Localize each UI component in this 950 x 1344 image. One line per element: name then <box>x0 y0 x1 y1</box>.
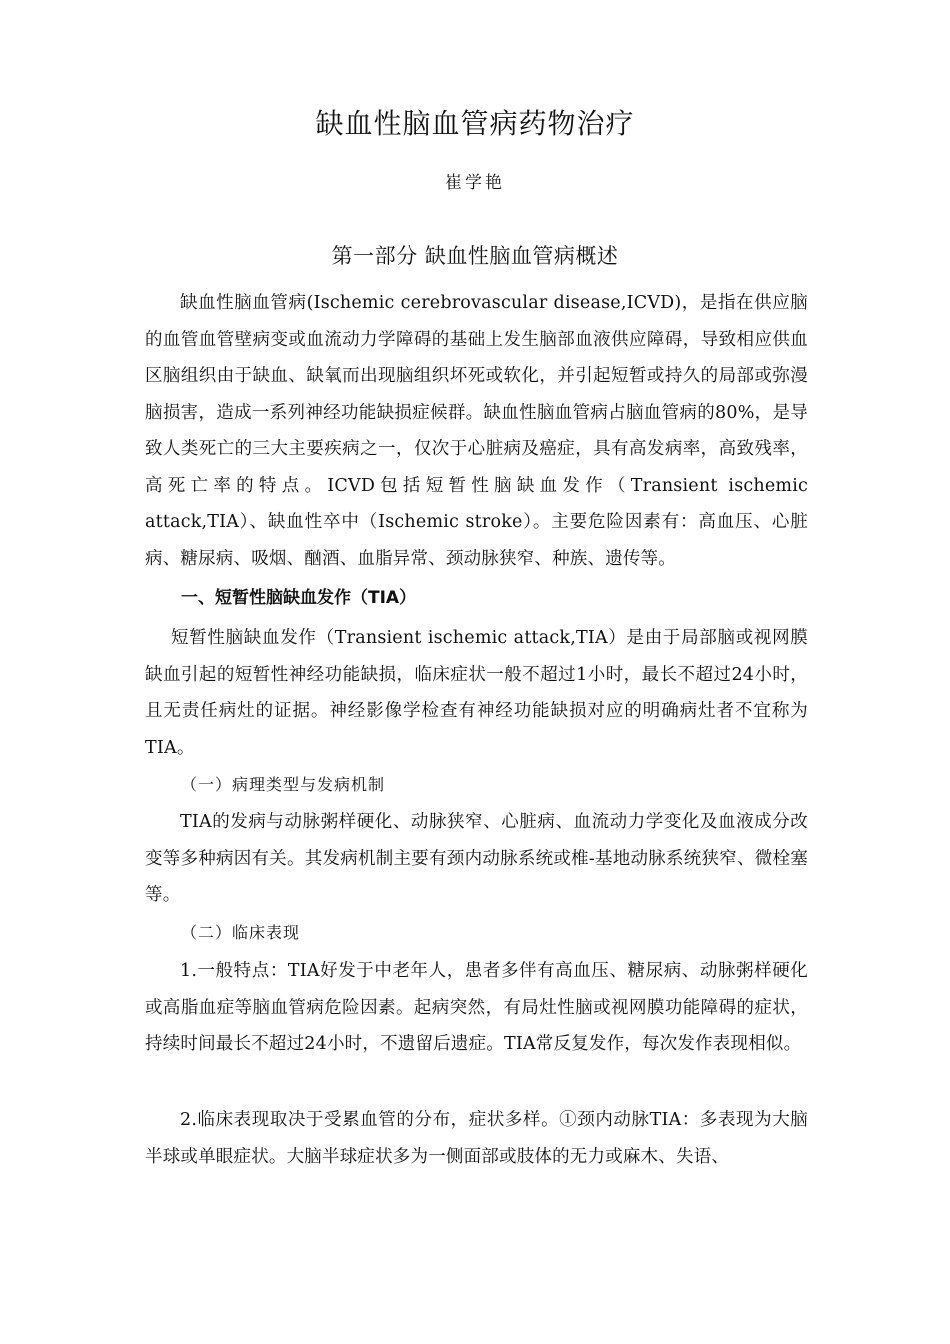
clinical-block-2 <box>145 1102 808 1175</box>
part-heading: 第一部分 缺血性脑血管病概述 <box>331 244 619 268</box>
subheading-pathology: （一）病理类型与发病机制 <box>181 775 386 794</box>
clinical-paragraph-1: 1.一般特点：TIA好发于中老年人，患者多伴有高血压、糖尿病、动脉粥样硬化或高脂血症等脑血管病危险因素。起病突然，有局灶性脑或视网膜功能障碍的症状，持续时间最长不超过24小时，不遗留后遗症。TIA常反复发作，每次发作表现相似。 <box>145 961 808 1054</box>
clinical-paragraph-2: 2.临床表现取决于受累血管的分布，症状多样。①颈内动脉TIA：多表现为大脑半球或单眼症状。大脑半球症状多为一侧面部或肢体的无力或麻木、失语、 <box>145 1110 808 1167</box>
tia-definition-paragraph: 短暂性脑缺血发作（Transient ischemic attack,TIA）是由于局部脑或视网膜缺血引起的短暂性神经功能缺损，临床症状一般不超过1小时，最长不超过24小时，且无责任病灶的证据。神经影像学检查有神经功能缺损对应的明确病灶者不宜称为TIA。 <box>145 628 808 758</box>
section-heading-tia: 一、短暂性脑缺血发作（TIA） <box>181 588 417 608</box>
subheading-clinical: （二）临床表现 <box>181 923 301 942</box>
author-name: 崔学艳 <box>445 173 505 193</box>
clinical-block-1 <box>145 953 808 1063</box>
intro-paragraph: 缺血性脑血管病(Ischemic cerebrovascular disease,ICVD)，是指在供应脑的血管血管壁病变或血流动力学障碍的基础上发生脑部血液供应障碍，导致相应供血区脑组织由于缺血、缺氧而出现脑组织坏死或软化，并引起短暂或持久的局部或弥漫脑损害，造成一系列神经功能缺损症候群。缺血性脑血管病占脑血管病的80%，是导致人类死亡的三大主要疾病之一，仅次于心脏病及癌症，具有高发病率，高致残率，高死亡率的特点。ICVD包括短暂性脑缺血发作（Transient ischemic attack,TIA）、缺血性卒中（Ischemic stroke）。主要危险因素有：高血压、心脏病、糖尿病、吸烟、酗酒、血脂异常、颈动脉狭窄、种族、遗传等。 <box>145 293 808 569</box>
pathology-block <box>145 804 808 914</box>
document-title: 缺血性脑血管病药物治疗 <box>315 107 635 140</box>
tia-definition-block <box>145 620 808 766</box>
pathology-paragraph: TIA的发病与动脉粥样硬化、动脉狭窄、心脏病、血流动力学变化及血液成分改变等多种病因有关。其发病机制主要有颈内动脉系统或椎-基地动脉系统狭窄、微栓塞等。 <box>145 812 808 905</box>
intro-paragraph-block <box>145 285 808 577</box>
